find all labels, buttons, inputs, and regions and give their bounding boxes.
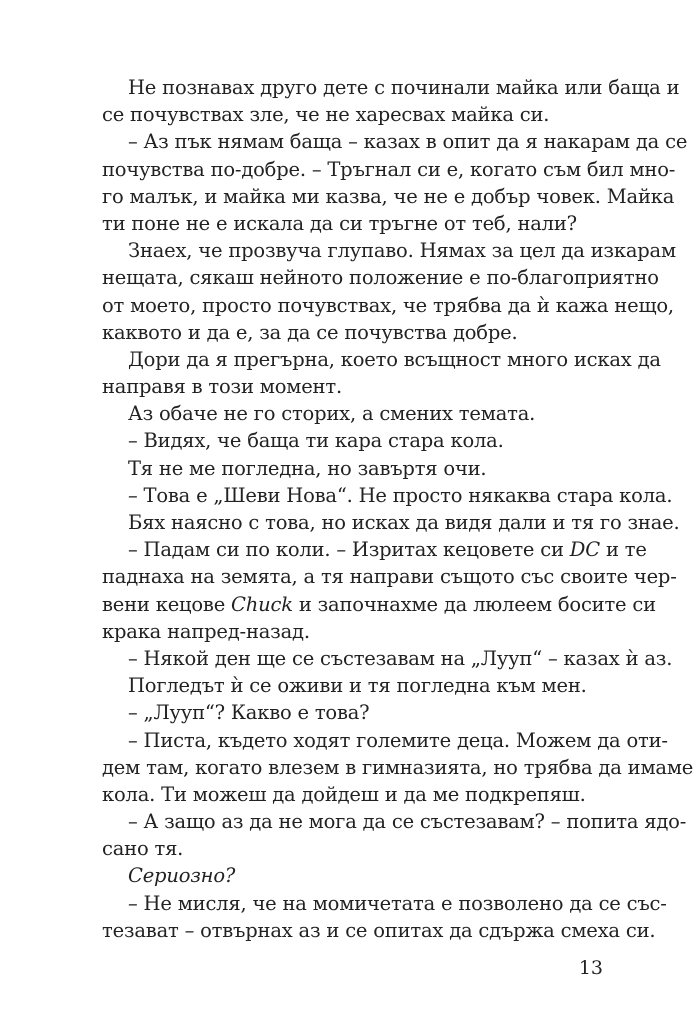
text-line: ти поне не е искала да си тръгне от теб, нали? xyxy=(102,211,577,235)
body-text xyxy=(102,74,694,944)
text-line: каквото и да е, за да се почувства добре. xyxy=(102,320,518,344)
text-line: тезават – отвърнах аз и се опитах да сдържа смеха си. xyxy=(102,918,656,942)
text-line: дем там, когато влезем в гимназията, но трябва да имаме xyxy=(102,755,694,779)
text-line: Аз обаче не го сторих, а смених темата. xyxy=(128,402,536,426)
text-line: направя в този момент. xyxy=(102,375,342,399)
text-line: крака напред-назад. xyxy=(102,619,310,643)
text-line: паднаха на земята, а тя направи същото със своите чер- xyxy=(102,565,677,589)
text-line: Погледът ѝ се оживи и тя погледна към мен. xyxy=(128,674,587,698)
text-line: от моето, просто почувствах, че трябва да ѝ кажа нещо, xyxy=(102,293,674,317)
text-line: Знаех, че прозвуча глупаво. Нямах за цел да изкарам xyxy=(128,239,676,263)
text-line: Сериозно? xyxy=(128,864,236,888)
text-line: – Не мисля, че на момичетата е позволено да се със- xyxy=(128,891,667,915)
text-line: – „Лууп“? Какво е това? xyxy=(128,701,370,725)
text-line: Тя не ме погледна, но завъртя очи. xyxy=(128,456,487,480)
text-line: нещата, сякаш нейното положение е по-благоприятно xyxy=(102,266,659,290)
text-line: Не познавах друго дете с починали майка или баща и xyxy=(128,76,680,99)
text-line: кола. Ти можеш да дойдеш и да ме подкрепяш. xyxy=(102,782,586,806)
text-line: Дори да я прегърна, което всъщност много исках да xyxy=(128,347,661,371)
text-line: – Видях, че баща ти кара стара кола. xyxy=(128,429,504,453)
text-line: го малък, и майка ми казва, че не е добър човек. Майка xyxy=(102,184,675,208)
text-line: – А защо аз да не мога да се състезавам? – попита ядо- xyxy=(128,810,687,834)
text-line: – Падам си по коли. – Изритах кецовете си DC и те xyxy=(128,538,647,562)
text-line: Бях наясно с това, но исках да видя дали и тя го знае. xyxy=(128,511,680,534)
italic-term: DC xyxy=(569,538,600,562)
text-line: – Писта, където ходят големите деца. Можем да оти- xyxy=(128,728,668,752)
italic-term: Chuck xyxy=(231,592,293,616)
text-line: – Това е „Шеви Нова“. Не просто някаква стара кола. xyxy=(128,483,673,507)
text-line: почувства по-добре. – Тръгнал си е, когато съм бил мно- xyxy=(102,157,676,181)
text-line: вени кецове Chuck и започнахме да люлеем босите си xyxy=(102,592,656,616)
page-number: 13 xyxy=(578,957,603,979)
text-line: сано тя. xyxy=(102,837,184,861)
text-line: се почувствах зле, че не харесвах майка си. xyxy=(102,103,550,127)
text-line: – Някой ден ще се състезавам на „Лууп“ – казах ѝ аз. xyxy=(128,646,673,670)
text-line: – Аз пък нямам баща – казах в опит да я накарам да се xyxy=(128,130,688,154)
